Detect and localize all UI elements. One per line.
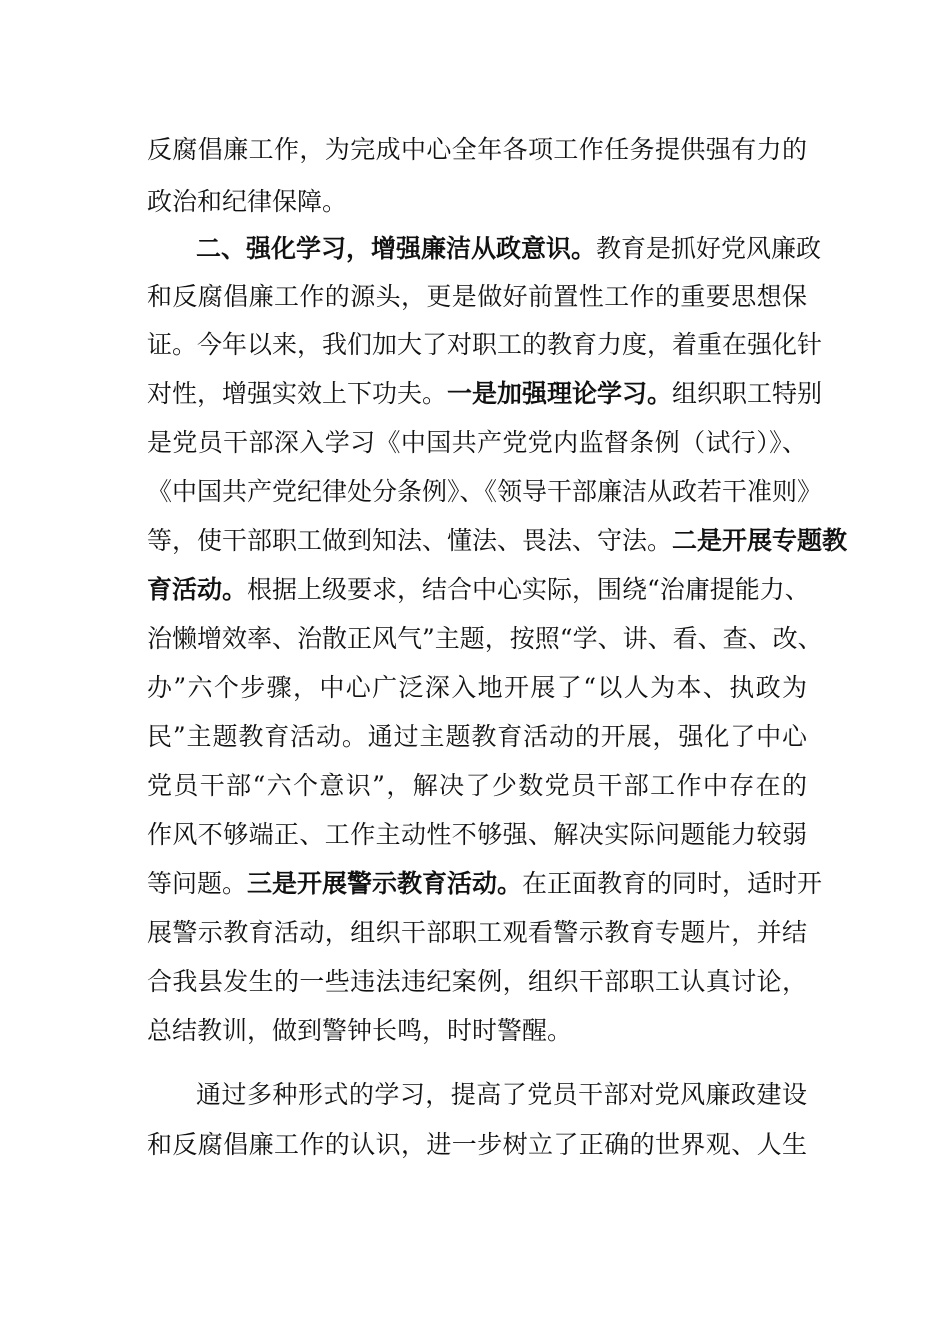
text-line — [147, 758, 807, 814]
text-line — [147, 954, 807, 1010]
text-line — [147, 513, 848, 569]
text-line — [147, 366, 823, 422]
text-run: 办”六个步骤，中心广泛深入地开展了“以人为本、执政为 — [147, 673, 807, 702]
text-run: 作风不够端正、工作主动性不够强、解决实际问题能力较弱 — [147, 820, 807, 849]
text-run: 《中国共产党纪律处分条例》、《领导干部廉洁从政若干准则》 — [147, 477, 823, 506]
text-run: 党员干部“六个意识”，解决了少数党员干部工作中存在的 — [147, 771, 807, 800]
text-line — [147, 464, 823, 520]
text-line — [147, 807, 807, 863]
text-run: 通过多种形式的学习，提高了党员干部对党风廉政建设 — [196, 1080, 807, 1109]
text-line — [147, 856, 823, 912]
text-run: 合我县发生的一些违法违纪案例，组织干部职工认真讨论， — [147, 967, 807, 996]
text-run: 对性，增强实效上下功夫。 — [147, 379, 448, 408]
paragraph-start-line — [196, 1067, 807, 1123]
text-line — [147, 1117, 807, 1173]
text-run: 治懒增效率、治散正风气”主题，按照“学、讲、看、查、改、 — [147, 624, 823, 653]
text-line — [147, 660, 807, 716]
bold-point: 一是加强理论学习。 — [447, 379, 673, 408]
text-line — [147, 709, 807, 765]
text-run: 和反腐倡廉工作的源头，更是做好前置性工作的重要思想保 — [147, 282, 807, 311]
text-run: 组织职工特别 — [672, 379, 823, 408]
section-heading: 二、强化学习，增强廉洁从政意识。 — [196, 234, 597, 263]
text-run: 政治和纪律保障。 — [147, 187, 348, 216]
text-line — [147, 611, 823, 667]
text-run: 总结教训，做到警钟长鸣，时时警醒。 — [147, 1016, 573, 1045]
text-run: 和反腐倡廉工作的认识，进一步树立了正确的世界观、人生 — [147, 1130, 807, 1159]
text-run: 等，使干部职工做到知法、懂法、畏法、守法。 — [147, 526, 673, 555]
text-run: 反腐倡廉工作，为完成中心全年各项工作任务提供强有力的 — [147, 135, 807, 164]
bold-point: 三是开展警示教育活动。 — [247, 869, 523, 898]
text-line — [147, 562, 810, 618]
text-run: 教育是抓好党风廉政 — [596, 234, 822, 263]
bold-point: 育活动。 — [147, 575, 248, 604]
text-run: 民”主题教育活动。通过主题教育活动的开展，强化了中心 — [147, 722, 807, 751]
text-line — [147, 415, 807, 471]
text-run: 等问题。 — [147, 869, 248, 898]
text-run: 证。今年以来，我们加大了对职工的教育力度，着重在强化针 — [147, 330, 823, 359]
text-line — [147, 905, 807, 961]
text-run: 展警示教育活动，组织干部职工观看警示教育专题片，并结 — [147, 918, 807, 947]
text-line — [147, 122, 807, 178]
text-run: 是党员干部深入学习《中国共产党党内监督条例（试行）》、 — [147, 428, 807, 457]
text-line — [147, 317, 823, 373]
text-run: 根据上级要求，结合中心实际，围绕“治庸提能力、 — [247, 575, 810, 604]
text-run: 在正面教育的同时，适时开 — [522, 869, 823, 898]
text-line — [147, 1003, 807, 1059]
bold-point: 二是开展专题教 — [672, 526, 848, 555]
